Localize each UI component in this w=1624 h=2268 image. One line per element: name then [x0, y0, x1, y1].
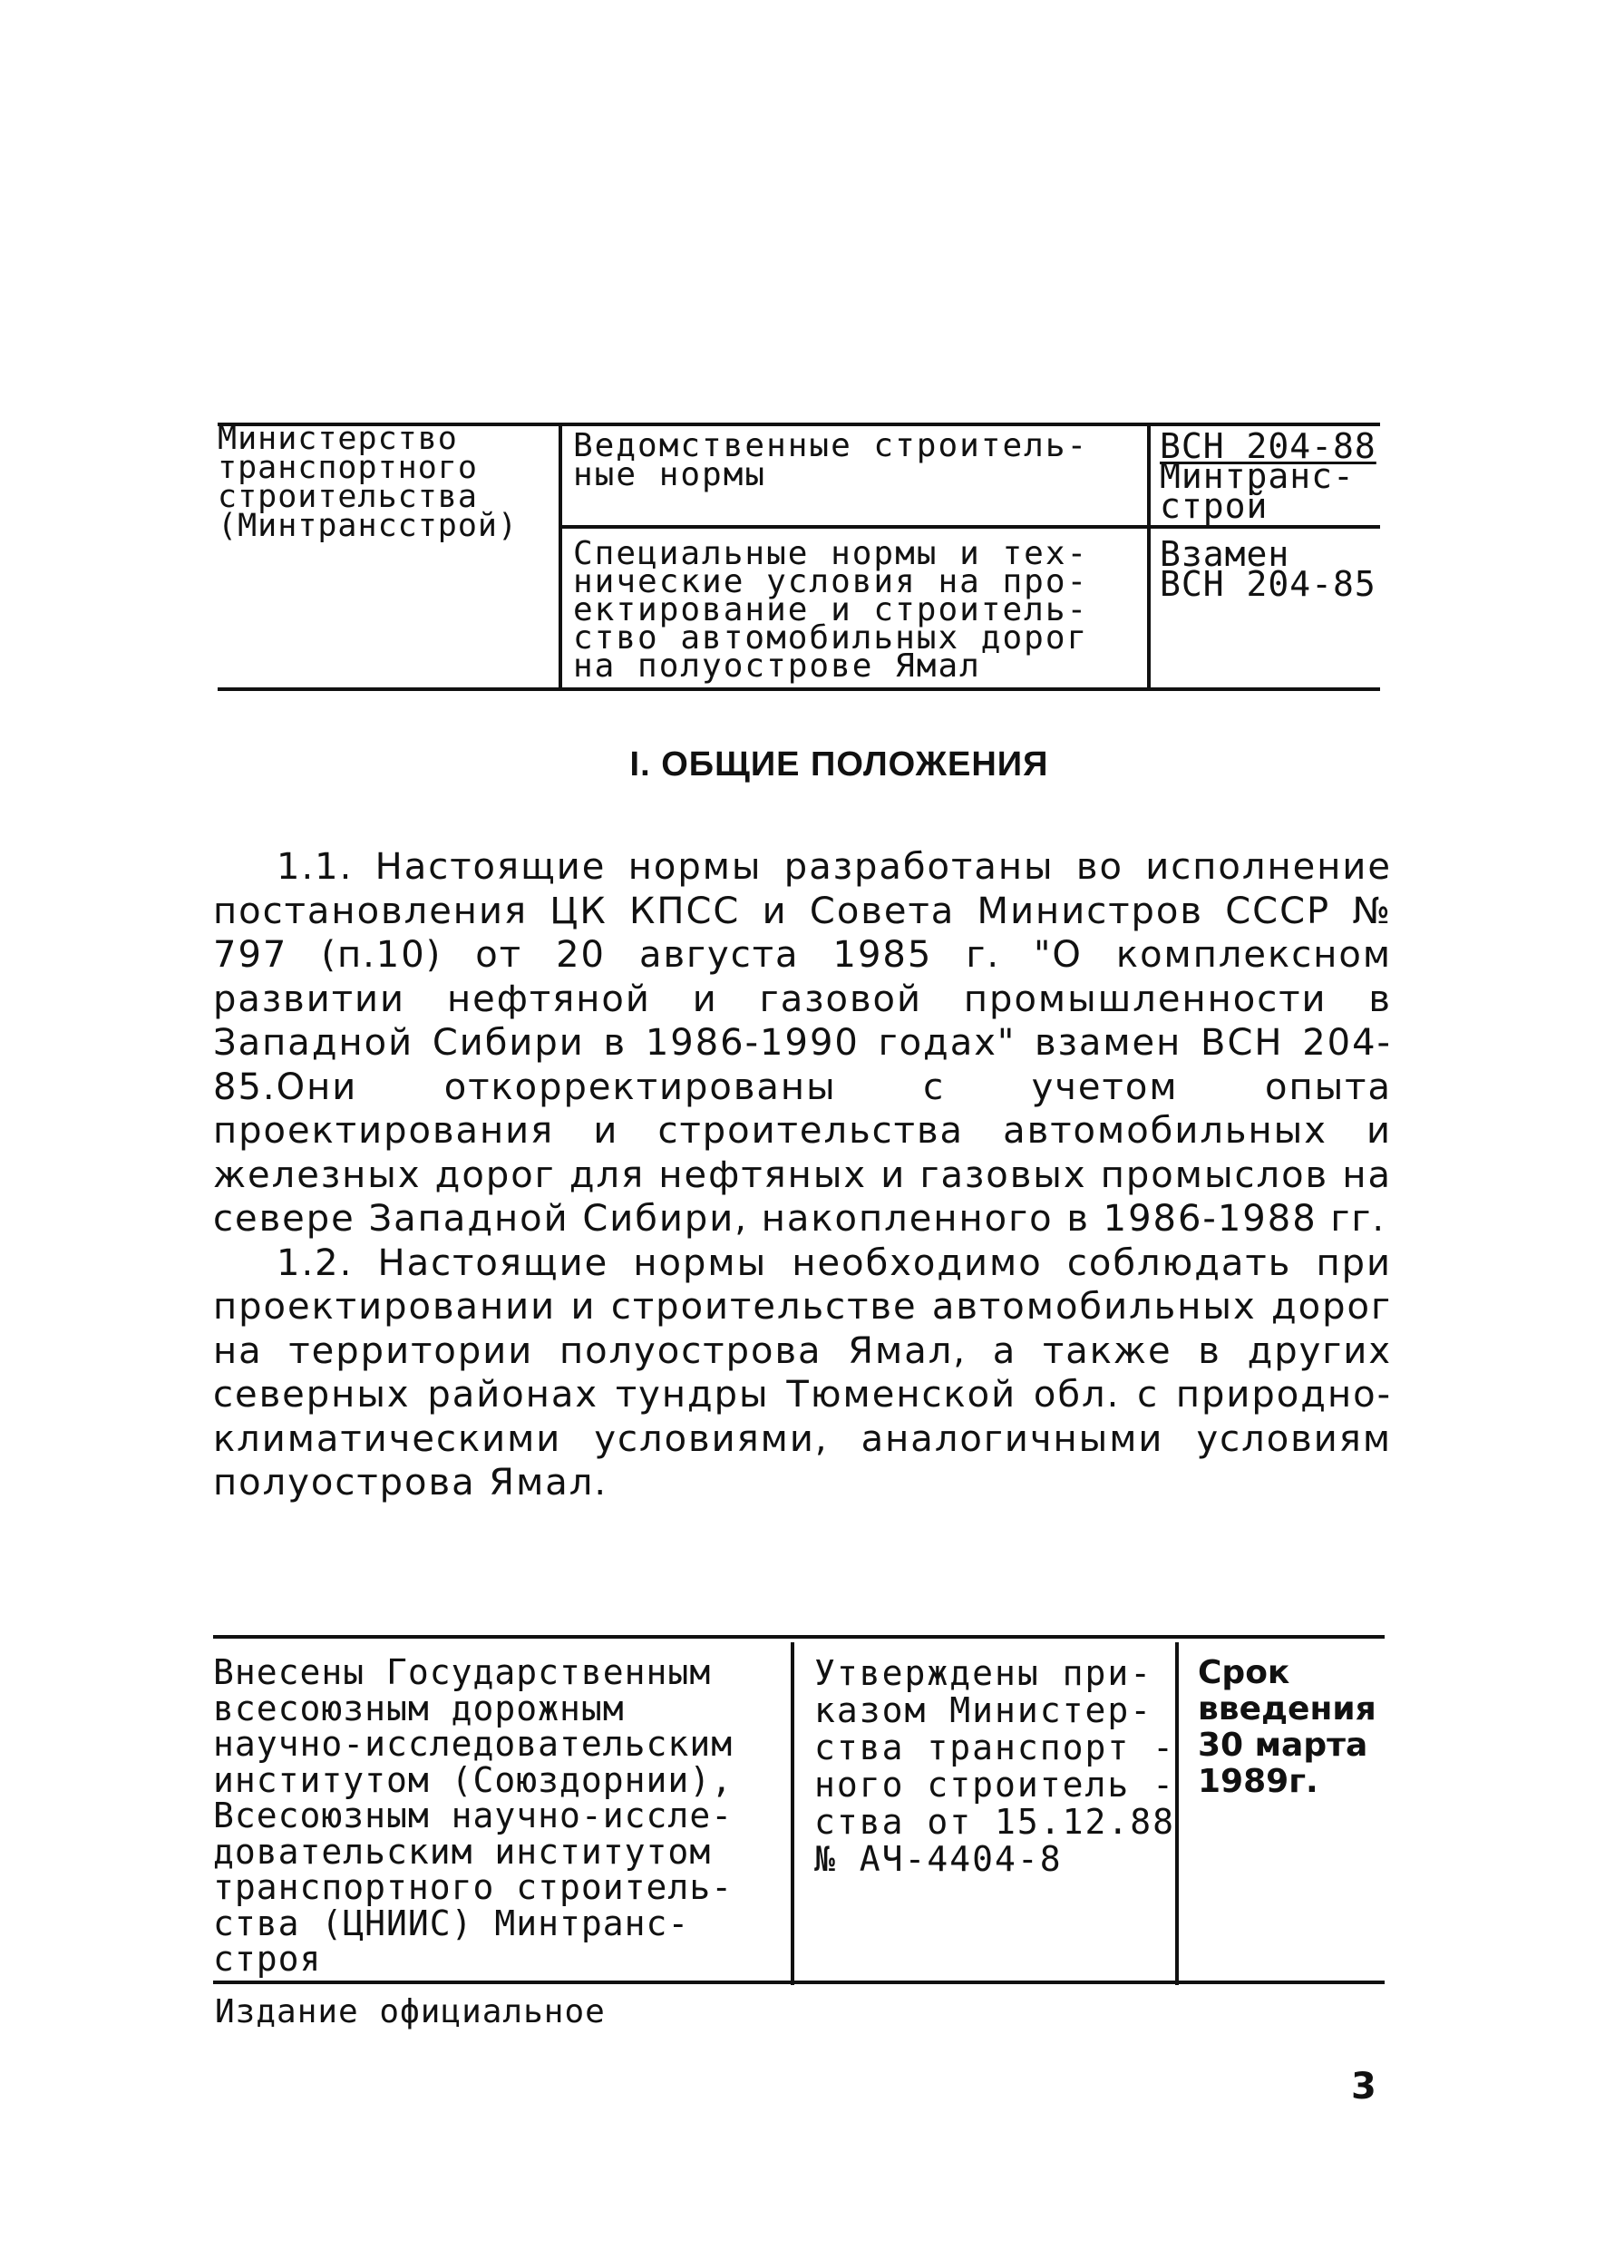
submitted-line: довательским институтом [213, 1831, 712, 1872]
body-text [213, 845, 1392, 1505]
effective-date-cell [1183, 1655, 1385, 1800]
doc-title-line: ство автомобильных дорог [573, 619, 1089, 657]
submitted-line: институтом (Союздорнии), [213, 1759, 734, 1800]
approved-line: Утверждены при- [814, 1653, 1153, 1693]
effective-line: Срок [1198, 1654, 1290, 1691]
doc-type-line: ные нормы [573, 456, 767, 493]
section-title: I. ОБЩИЕ ПОЛОЖЕНИЯ [629, 745, 1049, 784]
submitted-line: транспортного строитель- [213, 1867, 734, 1907]
submitted-line: Внесены Государственным [213, 1652, 712, 1692]
paragraph: 1.1. Настоящие нормы разработаны во исполнение постановления ЦК КПСС и Совета Министров СССР № 797 (п.10) от 20 августа 1985 г. "О комплексном развитии нефтяной и газовой промышленности в Западной Сибири в 1986-1990 годах" взамен ВСН 204-85.Они откорректированы с учетом опыта проектирования и строительства автомобильных и железных дорог для нефтяных и газовых промыслов на севере Западной Сибири, накопленного в 1986-1988 гг. [213, 846, 1392, 1240]
doc-title-line: ектирование и строитель- [573, 591, 1089, 628]
effective-line: 1989г. [1198, 1763, 1318, 1800]
effective-line: 30 марта [1198, 1727, 1368, 1764]
doc-title-line: на полуострове Ямал [573, 647, 981, 685]
doc-title [562, 532, 1147, 685]
submitted-line: научно-исследовательским [213, 1724, 734, 1764]
doc-code-cell [1147, 424, 1380, 689]
replaces-note [1147, 532, 1380, 604]
header-bottom-rule [218, 687, 1380, 691]
approved-line: ства от 15.12.88 [814, 1802, 1176, 1842]
ministry-line: транспортного [218, 450, 478, 486]
edition-note: Издание официальное [215, 1993, 606, 2030]
approved-line: ства транспорт - [814, 1728, 1176, 1767]
submitted-by-cell [213, 1652, 784, 1979]
footer-bottom-rule [213, 1981, 1385, 1984]
code-label: ВСН 204-88 [1160, 426, 1376, 466]
document-header [218, 421, 1380, 689]
paragraph: 1.2. Настоящие нормы необходимо соблюдать при проектировании и строительстве автомобильных дорог на территории полуострова Ямал, а также в других северных районах тундры Тюменской обл. с природно-климатическими условиями, аналогичными условиям полуострова Ямал. [213, 1241, 1392, 1504]
approved-line: казом Министер- [814, 1690, 1153, 1730]
page-number: 3 [1351, 2066, 1376, 2107]
doc-title-line: нические условия на про- [573, 563, 1089, 600]
submitted-line: строя [213, 1939, 322, 1979]
submitted-line: ства (ЦНИИС) Минтранс- [213, 1903, 690, 1943]
doc-code [1147, 424, 1380, 529]
doc-title-line: Специальные нормы и тех- [573, 535, 1089, 572]
document-footer [213, 1635, 1385, 1985]
issuer-line: Минтранс- [1160, 456, 1355, 496]
ministry-line: строительства [218, 479, 478, 515]
replaces-line: Взамен [1160, 534, 1290, 574]
ministry-cell [218, 421, 555, 544]
submitted-line: всесоюзным дорожным [213, 1688, 625, 1728]
approved-by-cell [791, 1642, 1179, 1985]
approved-line: № АЧ-4404-8 [814, 1839, 1063, 1879]
effective-line: введения [1198, 1690, 1376, 1728]
ministry-line: Министерство [218, 421, 458, 457]
issuer-line: строй [1160, 486, 1269, 526]
doc-description-cell [559, 424, 1151, 689]
submitted-line: Всесоюзным научно-иссле- [213, 1796, 734, 1835]
approved-line: ного строитель - [814, 1765, 1176, 1805]
doc-type [562, 424, 1147, 529]
replaces-line: ВСН 204-85 [1160, 564, 1376, 604]
ministry-line: (Минтрансстрой) [218, 508, 519, 544]
doc-type-line: Ведомственные строитель- [573, 427, 1089, 464]
